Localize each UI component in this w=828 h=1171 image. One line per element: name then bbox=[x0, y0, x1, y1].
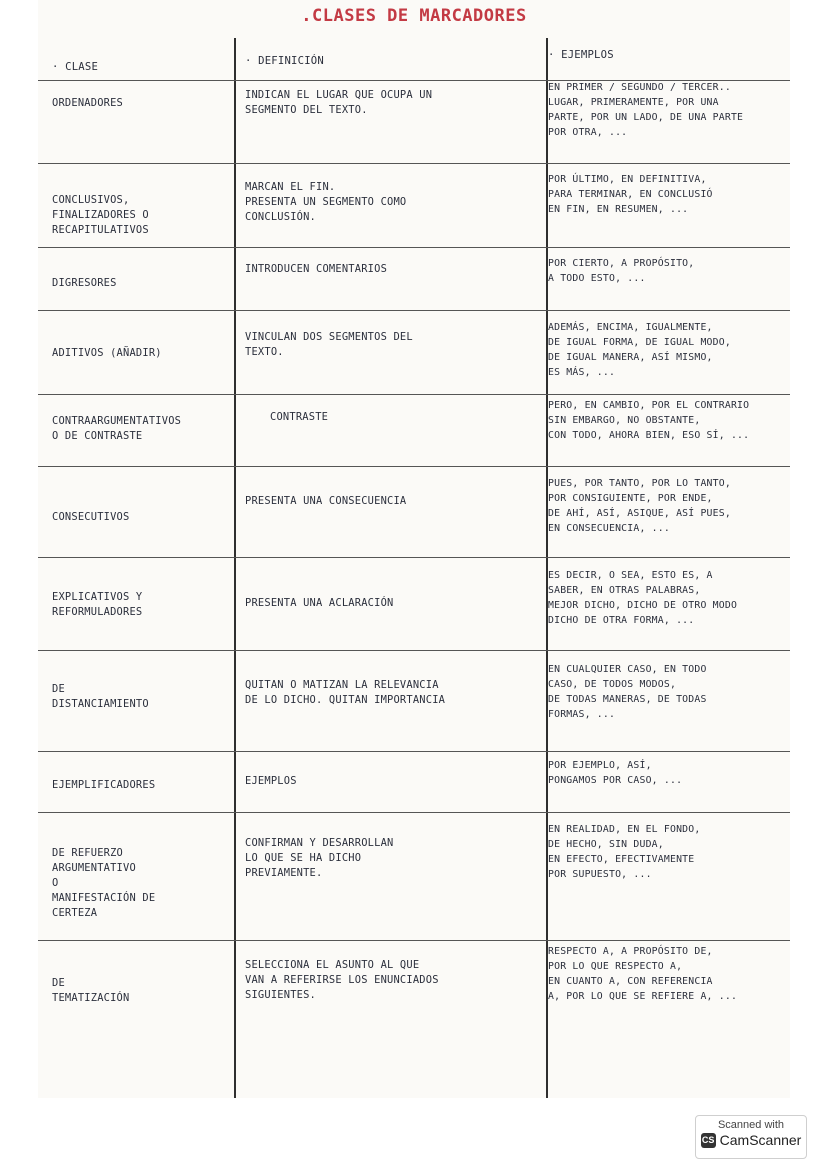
row-clase: CONTRAARGUMENTATIVOS O DE CONTRASTE bbox=[52, 415, 182, 442]
notebook-page bbox=[38, 0, 790, 1098]
row-definicion: VINCULAN DOS SEGMENTOS DEL TEXTO. bbox=[245, 331, 413, 358]
header-clase: · CLASE bbox=[52, 61, 99, 73]
row-ejemplos: POR CIERTO, A PROPÓSITO, A TODO ESTO, ... bbox=[548, 258, 695, 284]
row-definicion: PRESENTA UNA CONSECUENCIA bbox=[245, 495, 407, 507]
row-clase: DIGRESORES bbox=[52, 277, 117, 289]
row-divider bbox=[38, 812, 790, 813]
row-ejemplos: EN PRIMER / SEGUNDO / TERCER.. LUGAR, PRIMERAMENTE, POR UNA PARTE, POR UN LADO, DE UNA PARTE POR OTRA, ... bbox=[548, 82, 744, 138]
header-ejemplos: · EJEMPLOS bbox=[548, 49, 614, 61]
row-ejemplos: POR EJEMPLO, ASÍ, PONGAMOS POR CASO, ... bbox=[548, 760, 683, 786]
row-clase: EJEMPLIFICADORES bbox=[52, 779, 156, 791]
row-definicion: INDICAN EL LUGAR QUE OCUPA UN SEGMENTO DEL TEXTO. bbox=[245, 89, 433, 116]
row-divider bbox=[38, 557, 790, 558]
row-divider bbox=[38, 940, 790, 941]
row-ejemplos: RESPECTO A, A PROPÓSITO DE, POR LO QUE RESPECTO A, EN CUANTO A, CON REFERENCIA A, POR LO QUE SE REFIERE A, ... bbox=[548, 946, 738, 1002]
page-title: .CLASES DE MARCADORES bbox=[301, 6, 527, 26]
row-divider bbox=[38, 650, 790, 651]
column-divider bbox=[234, 38, 236, 1098]
row-clase: DE TEMATIZACIÓN bbox=[52, 977, 130, 1004]
scanner-brand-name: CamScanner bbox=[719, 1132, 802, 1148]
row-clase: ADITIVOS (AÑADIR) bbox=[52, 347, 162, 359]
header-definicion: · DEFINICIÓN bbox=[245, 55, 324, 67]
scanner-brand bbox=[696, 1132, 806, 1148]
row-definicion: SELECCIONA EL ASUNTO AL QUE VAN A REFERIRSE LOS ENUNCIADOS SIGUIENTES. bbox=[245, 959, 439, 1001]
row-divider bbox=[38, 466, 790, 467]
row-clase: DE REFUERZO ARGUMENTATIVO O MANIFESTACIÓN DE CERTEZA bbox=[52, 847, 156, 919]
scanner-caption: Scanned with bbox=[717, 1119, 785, 1131]
row-divider bbox=[38, 163, 790, 164]
camscanner-logo-icon: CS bbox=[701, 1133, 716, 1148]
row-definicion: MARCAN EL FIN. PRESENTA UN SEGMENTO COMO CONCLUSIÓN. bbox=[245, 181, 407, 223]
row-clase: EXPLICATIVOS Y REFORMULADORES bbox=[52, 591, 143, 618]
row-definicion: EJEMPLOS bbox=[245, 775, 297, 787]
row-ejemplos: POR ÚLTIMO, EN DEFINITIVA, PARA TERMINAR, EN CONCLUSIÓ EN FIN, EN RESUMEN, ... bbox=[548, 174, 713, 215]
row-definicion: CONFIRMAN Y DESARROLLAN LO QUE SE HA DICHO PREVIAMENTE. bbox=[245, 837, 394, 879]
row-definicion: PRESENTA UNA ACLARACIÓN bbox=[245, 597, 394, 609]
row-clase: CONCLUSIVOS, FINALIZADORES O RECAPITULATIVOS bbox=[52, 194, 149, 236]
row-clase: CONSECUTIVOS bbox=[52, 511, 130, 523]
row-ejemplos: PUES, POR TANTO, POR LO TANTO, POR CONSIGUIENTE, POR ENDE, DE AHÍ, ASÍ, ASIQUE, ASÍ PUES, EN CONSECUENCIA, ... bbox=[548, 478, 731, 534]
row-divider bbox=[38, 247, 790, 248]
row-definicion: INTRODUCEN COMENTARIOS bbox=[245, 263, 388, 275]
row-clase: ORDENADORES bbox=[52, 97, 124, 109]
row-clase: DE DISTANCIAMIENTO bbox=[52, 683, 149, 710]
row-divider bbox=[38, 751, 790, 752]
camscanner-watermark bbox=[695, 1115, 807, 1159]
row-definicion: QUITAN O MATIZAN LA RELEVANCIA DE LO DICHO. QUITAN IMPORTANCIA bbox=[245, 679, 446, 706]
row-divider bbox=[38, 310, 790, 311]
row-divider bbox=[38, 394, 790, 395]
row-definicion: CONTRASTE bbox=[270, 411, 329, 423]
row-ejemplos: EN REALIDAD, EN EL FONDO, DE HECHO, SIN DUDA, EN EFECTO, EFECTIVAMENTE POR SUPUESTO, ... bbox=[548, 824, 701, 880]
row-ejemplos: EN CUALQUIER CASO, EN TODO CASO, DE TODOS MODOS, DE TODAS MANERAS, DE TODAS FORMAS, ... bbox=[548, 664, 707, 720]
row-ejemplos: PERO, EN CAMBIO, POR EL CONTRARIO SIN EMBARGO, NO OBSTANTE, CON TODO, AHORA BIEN, ESO SÍ, ... bbox=[548, 400, 750, 441]
row-ejemplos: ES DECIR, O SEA, ESTO ES, A SABER, EN OTRAS PALABRAS, MEJOR DICHO, DICHO DE OTRO MODO DICHO DE OTRA FORMA, ... bbox=[548, 570, 738, 626]
row-ejemplos: ADEMÁS, ENCIMA, IGUALMENTE, DE IGUAL FORMA, DE IGUAL MODO, DE IGUAL MANERA, ASÍ MISMO, ES MÁS, ... bbox=[548, 322, 731, 378]
